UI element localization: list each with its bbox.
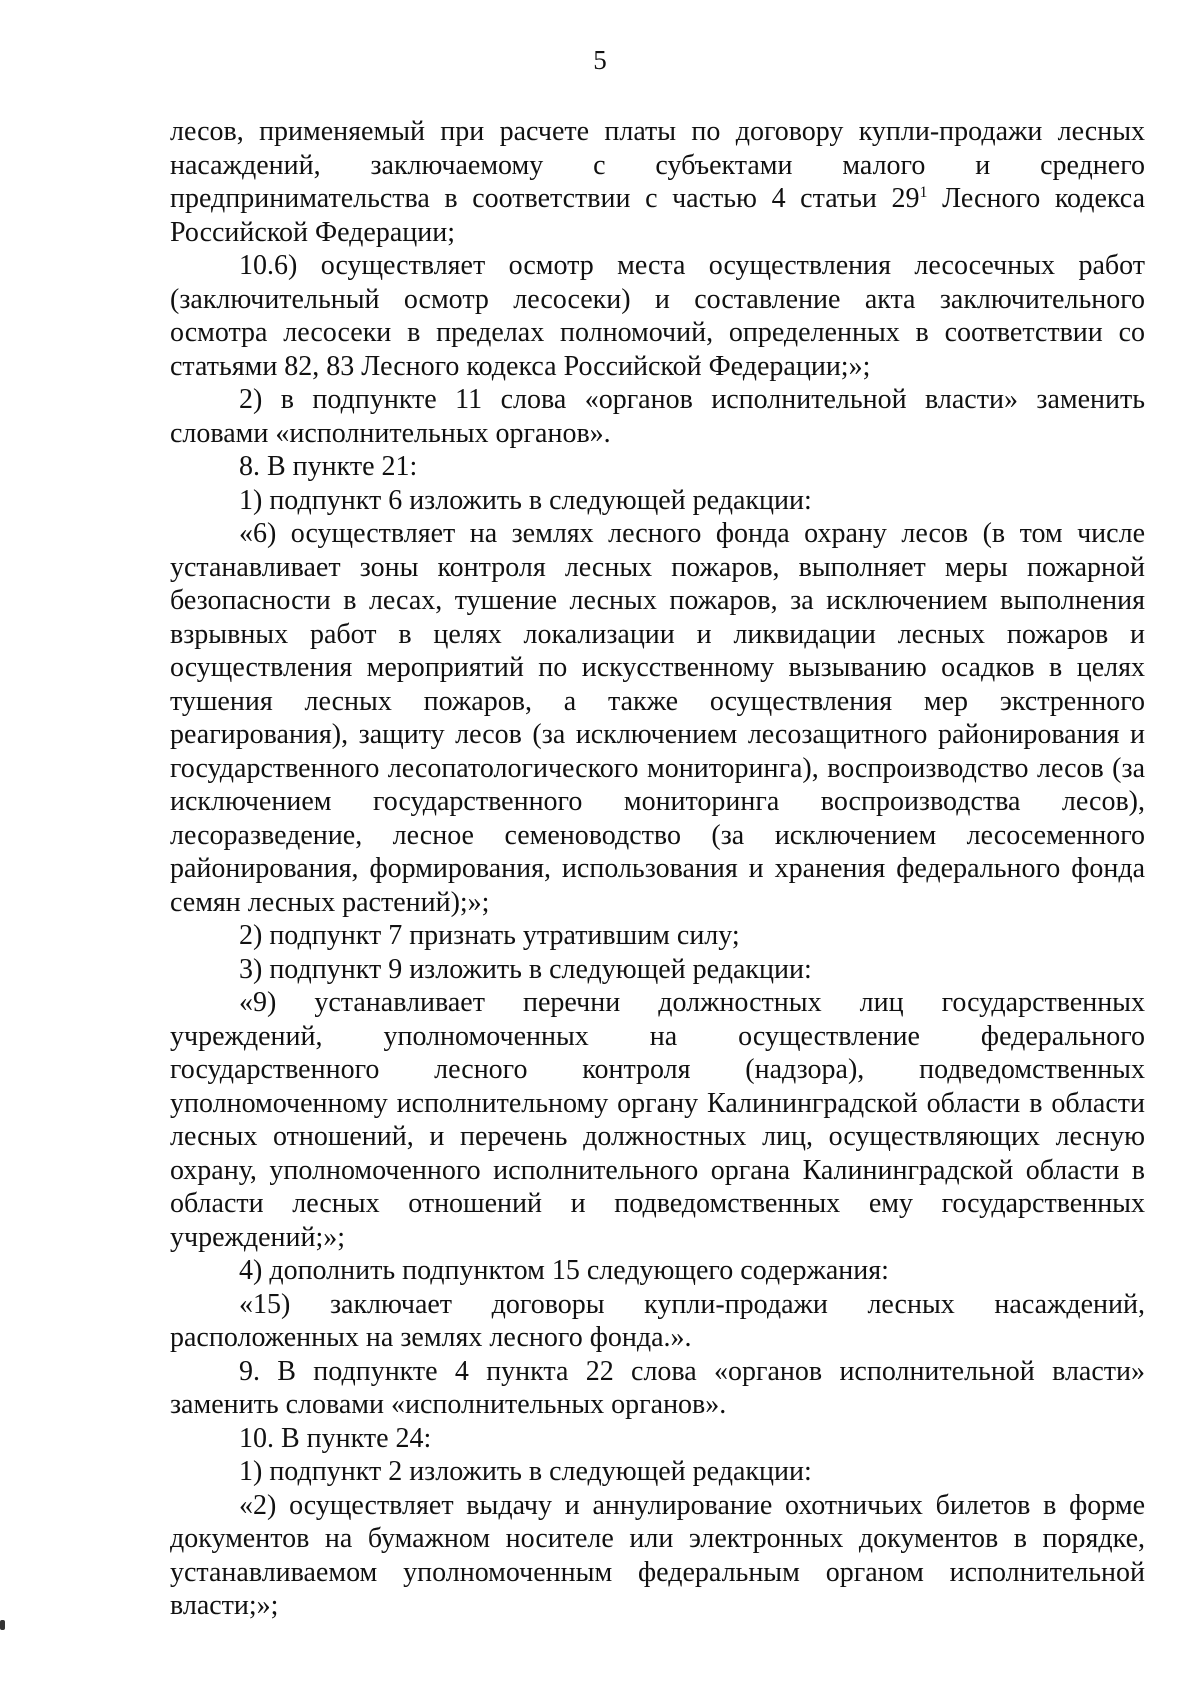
paragraph: «9) устанавливает перечни должностных лиц государственных учреждений, уполномоченных на осуществление федерального государственного лесного контроля (надзора), подведомственных уполномоченному исполнительному органу Калининградской области в области лесных отношений, и перечень должностных лиц, осуществляющих лесную охрану, уполномоченного исполнительного органа Калининградской области в области лесных отношений и подведомственных ему государственных учреждений;»; [170, 987, 1145, 1253]
paragraph: 8. В пункте 21: [239, 451, 418, 482]
scan-edge-mark [0, 1620, 5, 1630]
paragraph: 4) дополнить подпунктом 15 следующего содержания: [239, 1255, 889, 1286]
paragraph: 3) подпункт 9 изложить в следующей редакции: [239, 953, 812, 985]
paragraph: 10.6) осуществляет осмотр места осуществления лесосечных работ (заключительный осмотр лесосеки) и составление акта заключительного осмотра лесосеки в пределах полномочий, определенных в соответствии со статьями 82, 83 Лесного кодекса Российской Федерации;»; [170, 250, 1145, 382]
paragraph-text: лесов, применяемый при расчете платы по договору купли-продажи лесных насаждений, заключаемому с субъектами малого и среднего предпринимательства в соответствии с частью 4 статьи 29 [170, 116, 1145, 214]
paragraph: «2) осуществляет выдачу и аннулирование охотничьих билетов в форме документов на бумажном носителе или электронных документов в порядке, устанавливаемом уполномоченным федеральным органом исполнительной власти;»; [170, 1489, 1145, 1621]
paragraph: «6) осуществляет на землях лесного фонда охрану лесов (в том числе устанавливает зоны контроля лесных пожаров, выполняет меры пожарной безопасности в лесах, тушение лесных пожаров, за исключением выполнения взрывных работ в целях локализации и ликвидации лесных пожаров и осуществления мероприятий по искусственному вызыванию осадков в целях тушения лесных пожаров, а также осуществления мер экстренного реагирования), защиту лесов (за исключением лесозащитного районирования и государственного лесопатологического мониторинга), воспроизводство лесов (за исключением государственного мониторинга воспроизводства лесов), лесоразведение, лесное семеноводство (за исключением лесосеменного районирования, формирования, использования и хранения федерального фонда семян лесных растений);»; [170, 518, 1145, 918]
paragraph: 1) подпункт 6 изложить в следующей редакции: [239, 484, 812, 516]
paragraph: 10. В пункте 24: [239, 1422, 432, 1454]
paragraph: 2) подпункт 7 признать утратившим силу; [239, 920, 740, 951]
paragraph: «15) заключает договоры купли-продажи лесных насаждений, расположенных на землях лесного фонда.». [170, 1288, 1145, 1353]
page-number: 5 [593, 45, 607, 75]
document-body [170, 115, 1145, 1623]
paragraph: 9. В подпункте 4 пункта 22 слова «органов исполнительной власти» заменить словами «исполнительных органов». [170, 1355, 1145, 1420]
paragraph: 1) подпункт 2 изложить в следующей редакции: [239, 1456, 812, 1487]
paragraph-text: Лесного кодекса Российской Федерации; [170, 183, 1145, 248]
paragraph: 2) в подпункте 11 слова «органов исполнительной власти» заменить словами «исполнительных органов». [170, 384, 1145, 449]
superscript-index: 1 [919, 184, 928, 201]
paragraph-continuation [170, 115, 1145, 249]
